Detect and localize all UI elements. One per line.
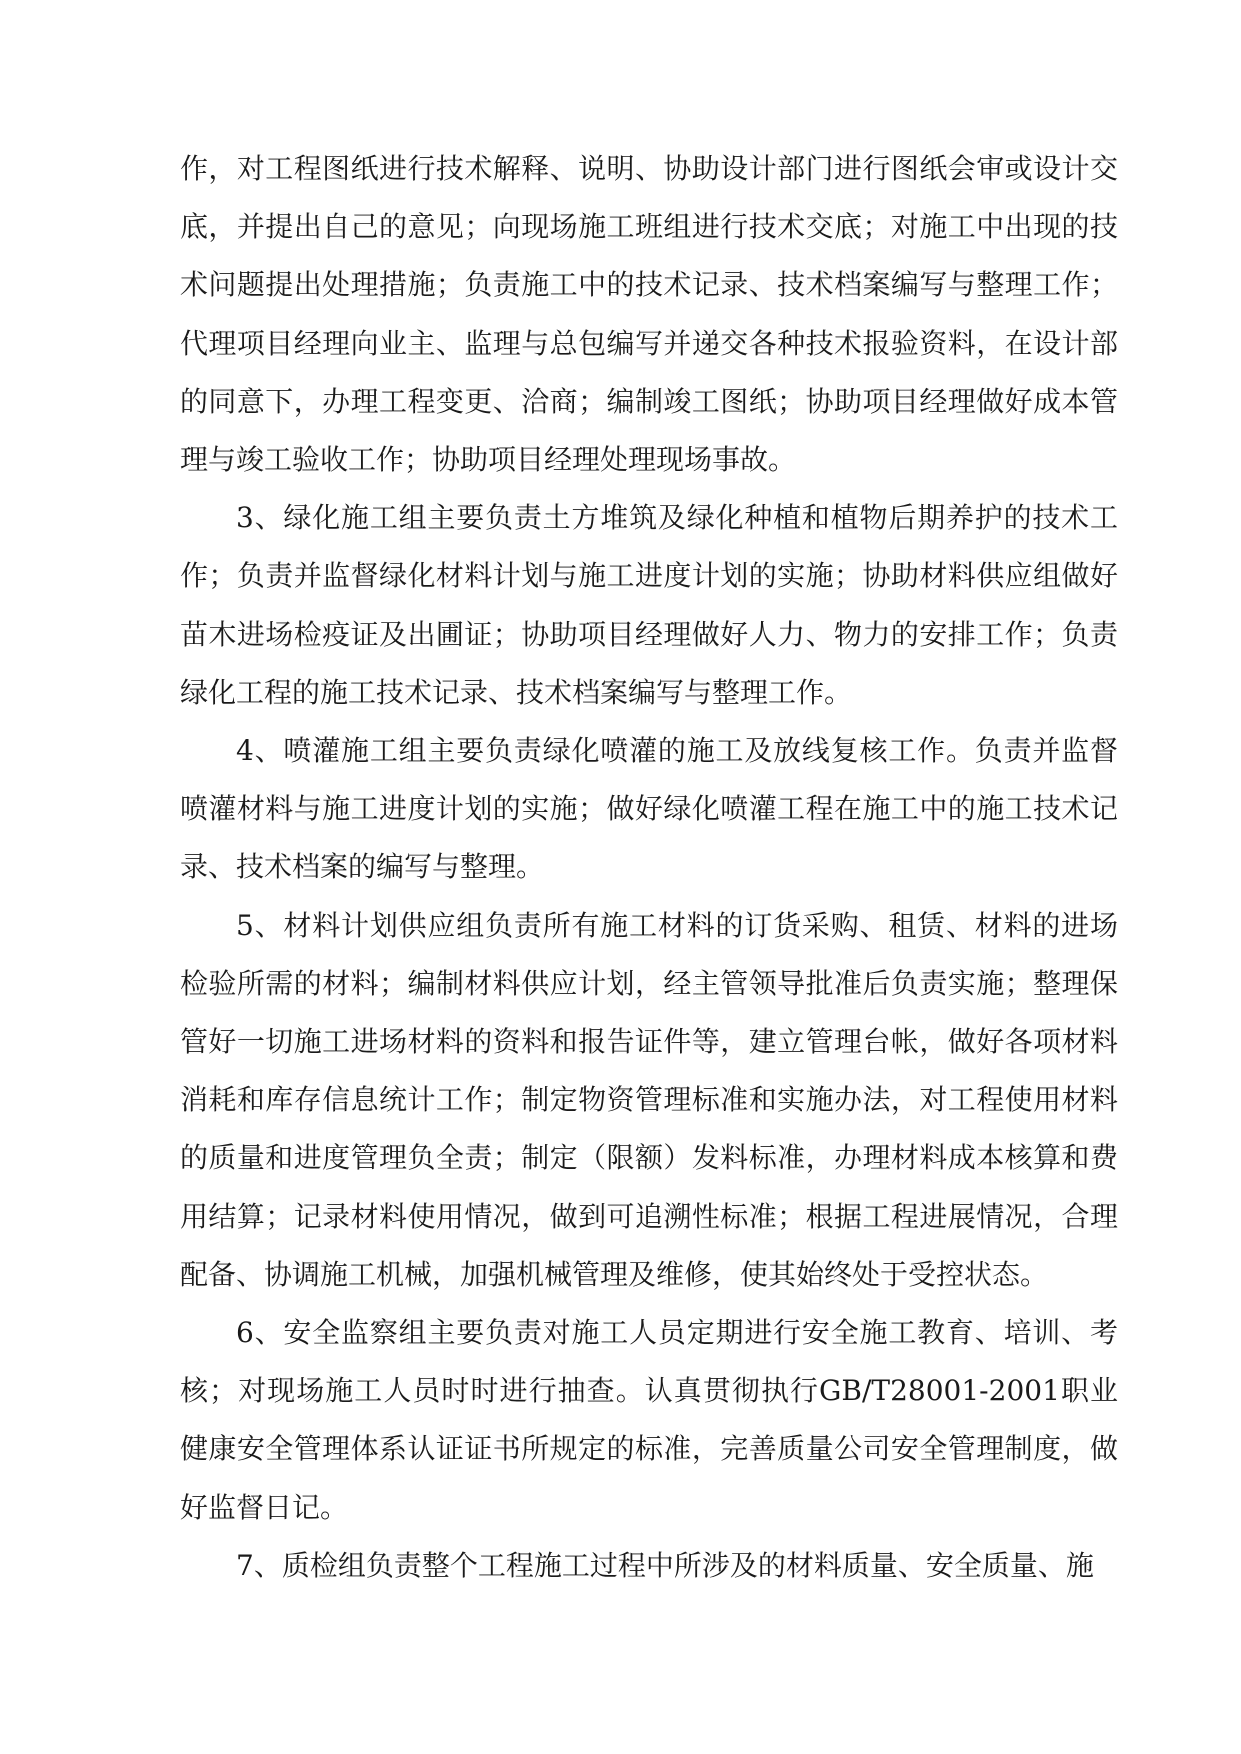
paragraph-item-5: 5、材料计划供应组负责所有施工材料的订货采购、租赁、材料的进场检验所需的材料；编制材料供应计划，经主管领导批准后负责实施；整理保管好一切施工进场材料的资料和报告证件等，建立管理台帐，做好各项材料消耗和库存信息统计工作；制定物资管理标准和实施办法，对工程使用材料的质量和进度管理负全责；制定（限额）发料标准，办理材料成本核算和费用结算；记录材料使用情况，做到可追溯性标准；根据工程进展情况，合理配备、协调施工机械，加强机械管理及维修，使其始终处于受控状态。 (180, 908, 1118, 1291)
paragraph-item-6: 6、安全监察组主要负责对施工人员定期进行安全施工教育、培训、考核；对现场施工人员时时进行抽查。认真贯彻执行GB/T28001-2001职业健康安全管理体系认证证书所规定的标准，完善质量公司安全管理制度，做好监督日记。 (180, 1316, 1118, 1524)
document-body (180, 140, 1118, 1595)
paragraph-item-4: 4、喷灌施工组主要负责绿化喷灌的施工及放线复核工作。负责并监督喷灌材料与施工进度计划的实施；做好绿化喷灌工程在施工中的施工技术记录、技术档案的编写与整理。 (180, 734, 1118, 884)
paragraph-item-7: 7、质检组负责整个工程施工过程中所涉及的材料质量、安全质量、施 (236, 1548, 1094, 1582)
paragraph-item-3: 3、绿化施工组主要负责土方堆筑及绿化种植和植物后期养护的技术工作；负责并监督绿化材料计划与施工进度计划的实施；协助材料供应组做好苗木进场检疫证及出圃证；协助项目经理做好人力、物力的安排工作；负责绿化工程的施工技术记录、技术档案编写与整理工作。 (180, 501, 1118, 709)
paragraph-continuation: 作，对工程图纸进行技术解释、说明、协助设计部门进行图纸会审或设计交底，并提出自己的意见；向现场施工班组进行技术交底；对施工中出现的技术问题提出处理措施；负责施工中的技术记录、技术档案编写与整理工作；代理项目经理向业主、监理与总包编写并递交各种技术报验资料，在设计部的同意下，办理工程变更、洽商；编制竣工图纸；协助项目经理做好成本管理与竣工验收工作；协助项目经理处理现场事故。 (180, 152, 1118, 477)
